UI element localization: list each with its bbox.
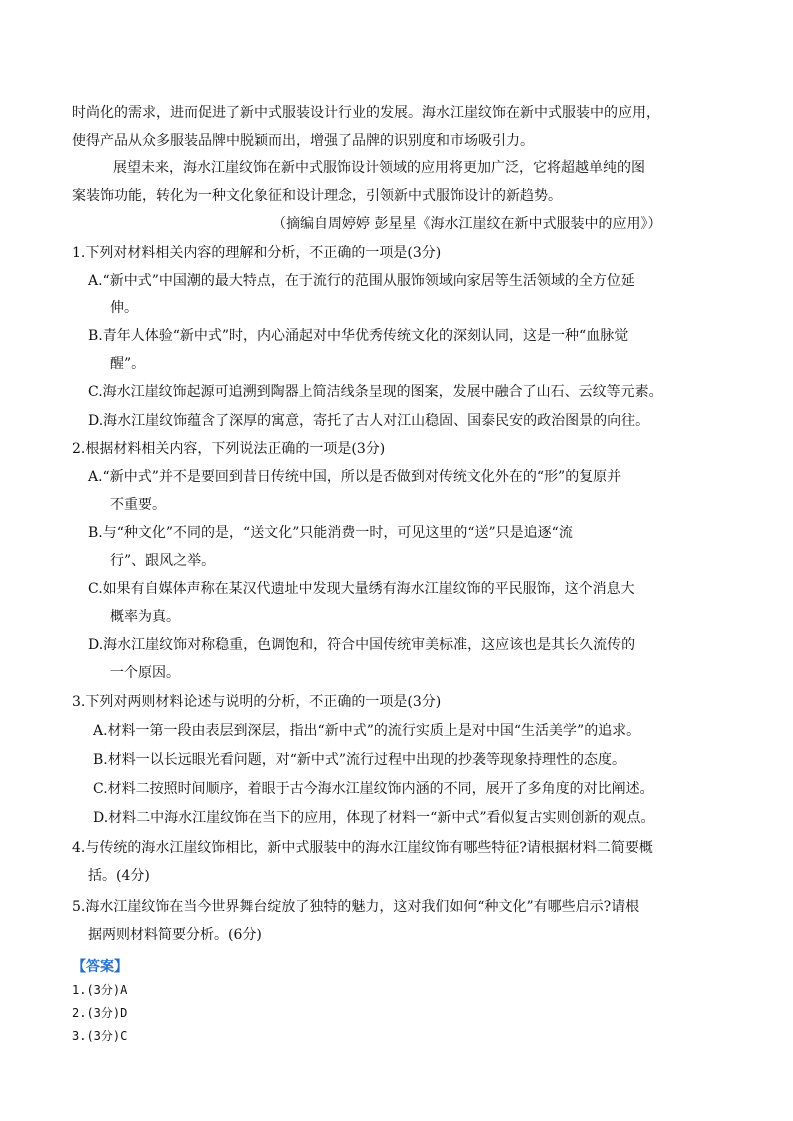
question-3-option-a: A.材料一第一段由表层到深层，指出“新中式”的流行实质上是对中国“生活美学”的追求。 [93,723,641,739]
question-3-option-b: B.材料一以长远眼光看问题，对“新中式”流行过程中出现的抄袭等现象持理性的态度。 [93,752,627,768]
question-2-stem: 2.根据材料相关内容，下列说法正确的一项是(3分) [72,441,386,457]
question-2-option-c: C.如果有自媒体声称在某汉代遗址中发现大量绣有海水江崖纹饰的平民服饰，这个消息大 [88,581,635,597]
question-4-line: 4.与传统的海水江崖纹饰相比，新中式服装中的海水江崖纹饰有哪些特征?请根据材料二简要概 [72,840,653,856]
question-1-stem: 1.下列对材料相关内容的理解和分析，不正确的一项是(3分) [72,245,442,261]
answer-heading: 【答案】 [72,959,128,975]
question-1-option-d: D.海水江崖纹饰蕴含了深厚的寓意，寄托了古人对江山稳固、国泰民安的政治图景的向往。 [88,413,650,429]
question-3-stem: 3.下列对两则材料论述与说明的分析，不正确的一项是(3分) [72,694,442,710]
question-4-line: 括。(4分) [88,868,150,884]
question-1-option-b-cont: 醒”。 [110,356,146,372]
question-2-option-a-cont: 不重要。 [110,497,166,513]
question-2-option-a: A.“新中式”并不是要回到昔日传统中国，所以是否做到对传统文化外在的“形”的复原并 [88,469,622,485]
question-1-option-b: B.青年人体验“新中式”时，内心涌起对中华优秀传统文化的深刻认同，这是一种“血脉觉 [88,328,629,344]
question-2-option-d-cont: 一个原因。 [110,665,180,681]
question-2-option-d: D.海水江崖纹饰对称稳重，色调饱和，符合中国传统审美标准，这应该也是其长久流传的 [88,637,636,653]
question-1-option-a: A.“新中式”中国潮的最大特点，在于流行的范围从服饰领域向家居等生活领域的全方位延 [88,273,635,289]
question-5-line: 据两则材料简要分析。(6分) [88,927,262,943]
answer-item: 2.(3分)D [72,1006,128,1020]
passage-line: 案装饰功能，转化为一种文化象征和设计理念，引领新中式服饰设计的新趋势。 [72,188,562,204]
passage-source: （摘编自周婷婷 彭星星《海水江崖纹在新中式服装中的应用》） [272,216,662,232]
question-5-line: 5.海水江崖纹饰在当今世界舞台绽放了独特的魅力，这对我们如何“种文化”有哪些启示?请根 [72,899,640,915]
question-1-option-c: C.海水江崖纹饰起源可追溯到陶器上简洁线条呈现的图案，发展中融合了山石、云纹等元素。 [88,384,663,400]
passage-line: 展望未来，海水江崖纹饰在新中式服饰设计领域的应用将更加广泛，它将超越单纯的图 [113,160,645,176]
answer-item: 1.(3分)A [72,983,128,997]
passage-line: 时尚化的需求，进而促进了新中式服装设计行业的发展。海水江崖纹饰在新中式服装中的应用， [72,105,660,121]
question-3-option-d: D.材料二中海水江崖纹饰在当下的应用，体现了材料一“新中式”看似复古实则创新的观点。 [93,810,655,826]
question-1-option-a-cont: 伸。 [110,300,138,316]
answer-item: 3.(3分)C [72,1029,128,1043]
question-2-option-b: B.与“种文化”不同的是，“送文化”只能消费一时，可见这里的“送”只是追逐“流 [88,525,573,541]
question-2-option-c-cont: 概率为真。 [110,609,180,625]
question-2-option-b-cont: 行”、跟风之举。 [110,553,216,569]
question-3-option-c: C.材料二按照时间顺序，着眼于古今海水江崖纹饰内涵的不同，展开了多角度的对比阐述。 [93,781,654,797]
passage-line: 使得产品从众多服装品牌中脱颖而出，增强了品牌的识别度和市场吸引力。 [72,133,534,149]
